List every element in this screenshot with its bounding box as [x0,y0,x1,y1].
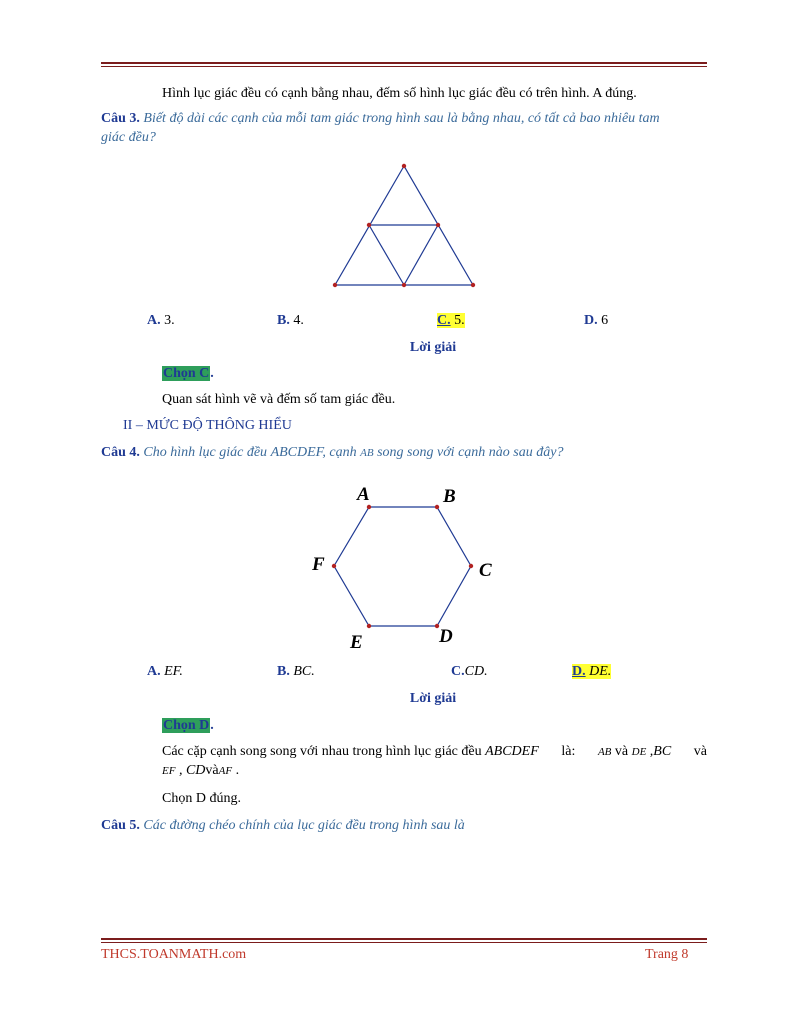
q4-option-a: A. EF. [147,664,183,679]
hexagon-figure [300,478,510,653]
section-heading: II – MỨC ĐỘ THÔNG HIỂU [123,418,292,433]
vertex-e-label: E [350,632,363,653]
footer-rule [101,938,707,943]
intro-line: Hình lục giác đều có cạnh bằng nhau, đếm số hình lục giác đều có trên hình. A đúng. [162,86,637,101]
footer-page-number: Trang 8 [645,947,689,962]
q3-text: Câu 3. Biết độ dài các cạnh của mỗi tam giác trong hình sau là bằng nhau, có tất cả bao nhiêu tam giác đều? [101,111,660,145]
q3-solution-title: Lời giải [409,340,457,355]
q4-conclusion: Chọn D đúng. [162,791,241,806]
q4-chosen: Chọn D. [163,718,214,733]
vertex-f-label: F [312,554,325,575]
vertex-b-label: B [443,486,456,507]
vertex-a-label: A [357,484,370,505]
q4-option-c: C.CD. [451,664,488,679]
q4-text: Câu 4. Cho hình lục giác đều ABCDEF, cạnh AB song song với cạnh nào sau đây? [101,445,564,460]
vertex-d-label: D [439,626,453,647]
q3-option-b: B. 4. [277,313,304,328]
q3-chosen: Chọn C. [163,366,214,381]
q4-option-b: B. BC. [277,664,315,679]
q4-explanation: Các cặp cạnh song song với nhau trong hình lục giác đều ABCDEF là: AB và DE ,BC và EF , CDvàAF . [162,744,707,778]
triangle-figure [320,158,490,293]
mid-line-left [369,225,404,285]
q5-label: Câu 5. [101,818,140,833]
vertex-c-label: C [479,560,492,581]
q4-solution-title: Lời giải [409,691,457,706]
q4-option-d: D. DE. [572,664,612,679]
mid-line-right [404,225,438,285]
q4-label: Câu 4. [101,445,140,460]
hexagon-outline [334,507,471,626]
q3-option-a: A. 3. [147,313,175,328]
q3-option-d: D. 6 [584,313,609,328]
q5-text: Câu 5. Các đường chéo chính của lục giác đều trong hình sau là [101,818,465,833]
q3-option-c: C. 5. [437,313,465,328]
q3-explanation: Quan sát hình vẽ và đếm số tam giác đều. [162,392,396,407]
footer-site-link[interactable]: THCS.TOANMATH.com [101,947,247,962]
q3-label: Câu 3. [101,111,140,126]
header-rule [101,62,707,67]
